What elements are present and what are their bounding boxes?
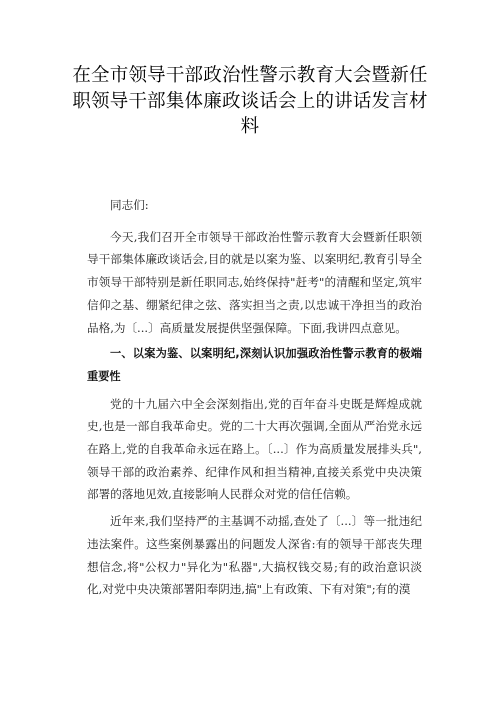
document-title: 在全市领导干部政治性警示教育大会暨新任职领导干部集体廉政谈话会上的讲话发言材料 xyxy=(72,65,428,137)
salutation: 同志们: xyxy=(110,198,149,212)
paragraph-history: 党的十九届六中全会深刻指出,党的百年奋斗史既是辉煌成就史,也是一部自我革命史。党的二十大再次强调,全面从严治党永远在路上,党的自我革命永远在路上。〔...〕作为高质量发展排头兵",领导干部的政治素养、纪律作风和担当精神,直接关系党中央决策部署的落地见效,直接影响人民群众对党的信任信赖。 xyxy=(87,396,422,502)
paragraph-intro: 今天,我们召开全市领导干部政治性警示教育大会暨新任职领导干部集体廉政谈话会,目的就是以案为鉴、以案明纪,教育引导全市领导干部特别是新任职同志,始终保持"赶考"的清醒和坚定,筑牢信仰之基、绷紧纪律之弦、落实担当之责,以忠诚干净担当的政治品格,为〔...〕高质量发展提供坚强保障。下面,我讲四点意见。 xyxy=(87,229,422,335)
paragraph-cases: 近年来,我们坚持严的主基调不动摇,查处了〔...〕等一批违纪违法案件。这些案例暴露出的问题发人深省:有的领导干部丧失理想信念,将"公权力"异化为"私器",大搞权钱交易;有的政治意识淡化,对党中央决策部署阳奉阴违,搞"上有政策、下有对策";有的漠 xyxy=(87,514,422,597)
section-heading-1: 一、以案为鉴、以案明纪,深刻认识加强政治性警示教育的极端重要性 xyxy=(87,347,422,383)
document-body xyxy=(87,194,422,601)
